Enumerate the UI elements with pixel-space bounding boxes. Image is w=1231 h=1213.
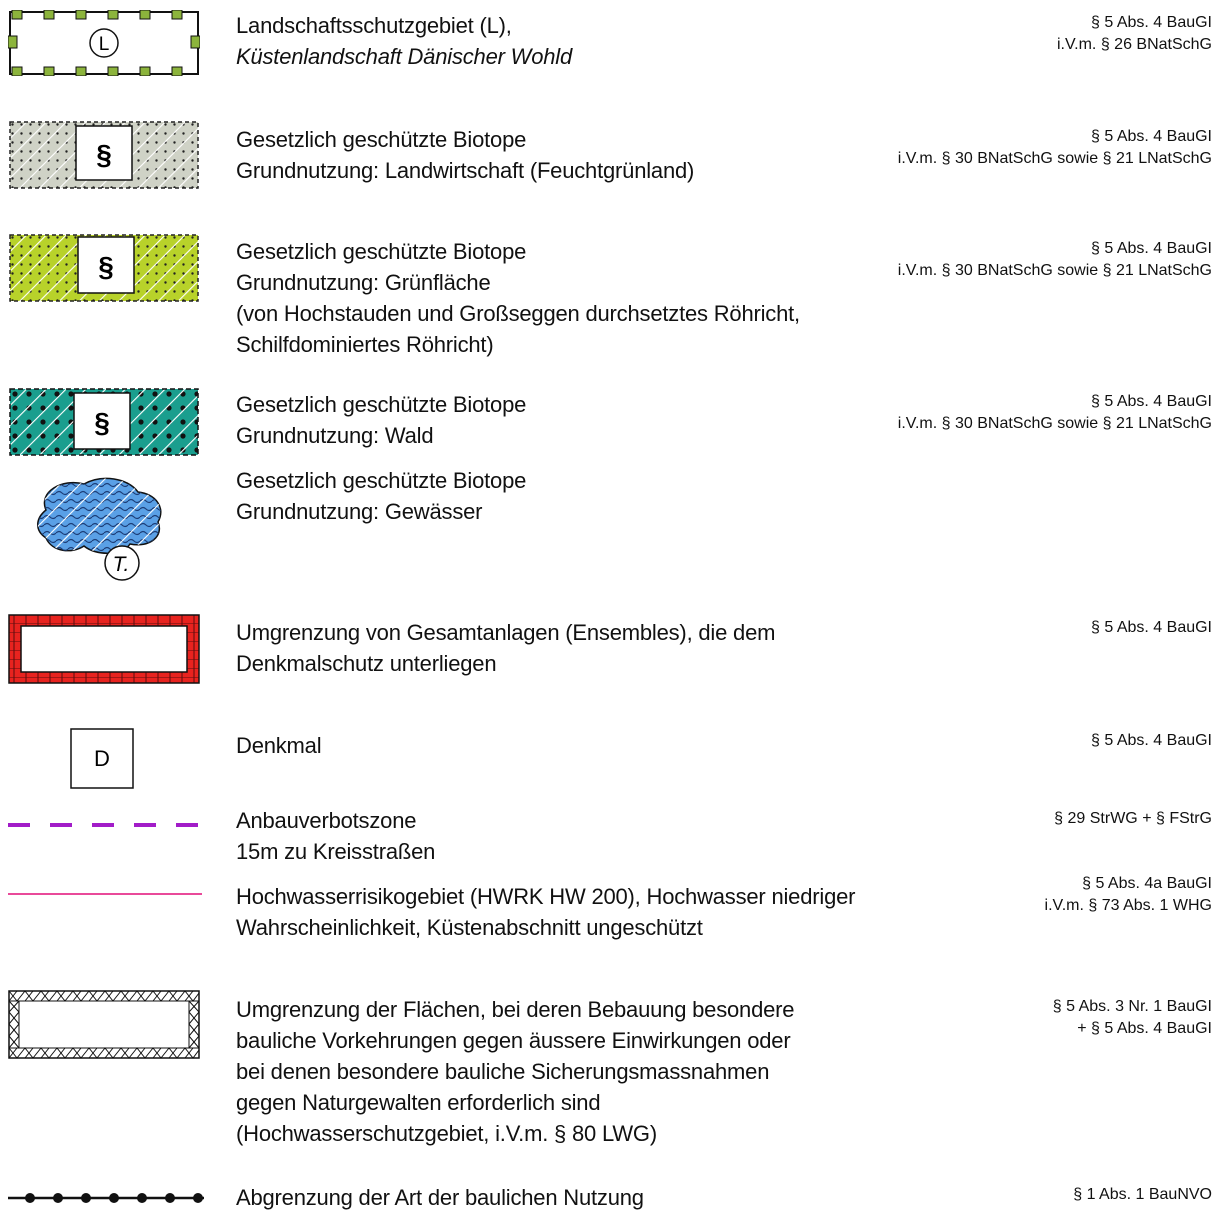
legend-description-ban-zone: Anbauverbotszone 15m zu Kreisstraßen	[236, 808, 436, 864]
legal-basis-biotope-agriculture: § 5 Abs. 4 BauGI i.V.m. § 30 BNatSchG sowie § 21 LNatSchG	[897, 128, 1212, 167]
legal-basis-flood-risk: § 5 Abs. 4a BauGI i.V.m. § 73 Abs. 1 WHG	[1044, 875, 1212, 914]
legend-description-land-use: Abgrenzung der Art der baulichen Nutzung	[236, 1185, 644, 1210]
legend-description-biotope-forest: Gesetzlich geschützte Biotope Grundnutzung: Wald	[236, 392, 527, 448]
paragraph-sign: §	[96, 139, 112, 170]
monument-symbol	[70, 728, 136, 790]
paragraph-sign: §	[98, 251, 114, 282]
flood-protection-boundary-symbol	[8, 990, 202, 1060]
biotope-water-symbol	[32, 472, 170, 582]
building-ban-zone-line	[8, 818, 202, 832]
legal-basis-ban-zone: § 29 StrWG + § FStrG	[1054, 810, 1212, 827]
landscape-protection-symbol	[8, 10, 200, 76]
legal-basis-ensemble: § 5 Abs. 4 BauGI	[1091, 619, 1212, 636]
legal-basis-land-use: § 1 Abs. 1 BauNVO	[1073, 1186, 1212, 1203]
landscape-symbol-letter: L	[98, 34, 110, 55]
monument-letter: D	[94, 746, 110, 771]
water-symbol-label: T.	[112, 553, 130, 576]
legend-description-flood-protection: Umgrenzung der Flächen, bei deren Bebauung besondere bauliche Vorkehrungen gegen äussere Einwirkungen oder bei denen besondere bauliche Sicherungsmassnahmen gegen Naturgewalten erforderlich sind (Hochwasserschutzgebiet, i.V.m. § 80 LWG)	[236, 997, 795, 1146]
biotope-forest-symbol	[8, 387, 200, 457]
paragraph-sign: §	[94, 407, 110, 438]
legal-basis-landscape: § 5 Abs. 4 BauGI i.V.m. § 26 BNatSchG	[1056, 14, 1212, 53]
biotope-green-symbol	[8, 233, 200, 303]
legal-basis-biotope-forest: § 5 Abs. 4 BauGI i.V.m. § 30 BNatSchG sowie § 21 LNatSchG	[897, 393, 1212, 432]
legend-description-biotope-agriculture: Gesetzlich geschützte Biotope Grundnutzung: Landwirtschaft (Feuchtgrünland)	[236, 127, 695, 183]
legend-description-landscape: Landschaftsschutzgebiet (L), Küstenlandschaft Dänischer Wohld	[236, 13, 573, 69]
legend-description-biotope-green: Gesetzlich geschützte Biotope Grundnutzung: Grünfläche (von Hochstauden und Großseggen durchsetztes Röhricht, Schilfdominiertes Röhricht)	[236, 239, 800, 357]
biotope-agriculture-symbol	[8, 120, 200, 190]
legend-description-monument: Denkmal	[236, 733, 322, 758]
land-use-boundary-line	[8, 1190, 204, 1206]
legal-basis-flood-protection: § 5 Abs. 3 Nr. 1 BauGI + § 5 Abs. 4 BauGI	[1052, 998, 1212, 1037]
legal-basis-biotope-green: § 5 Abs. 4 BauGI i.V.m. § 30 BNatSchG sowie § 21 LNatSchG	[897, 240, 1212, 279]
ensemble-boundary-symbol	[8, 614, 200, 684]
legend-description-ensemble: Umgrenzung von Gesamtanlagen (Ensembles), die dem Denkmalschutz unterliegen	[236, 620, 776, 676]
flood-risk-line	[8, 889, 202, 899]
legal-basis-monument: § 5 Abs. 4 BauGI	[1091, 732, 1212, 749]
legend-description-flood-risk: Hochwasserrisikogebiet (HWRK HW 200), Hochwasser niedriger Wahrscheinlichkeit, Küstenabschnitt ungeschützt	[236, 884, 856, 940]
legend-description-biotope-water: Gesetzlich geschützte Biotope Grundnutzung: Gewässer	[236, 468, 527, 524]
